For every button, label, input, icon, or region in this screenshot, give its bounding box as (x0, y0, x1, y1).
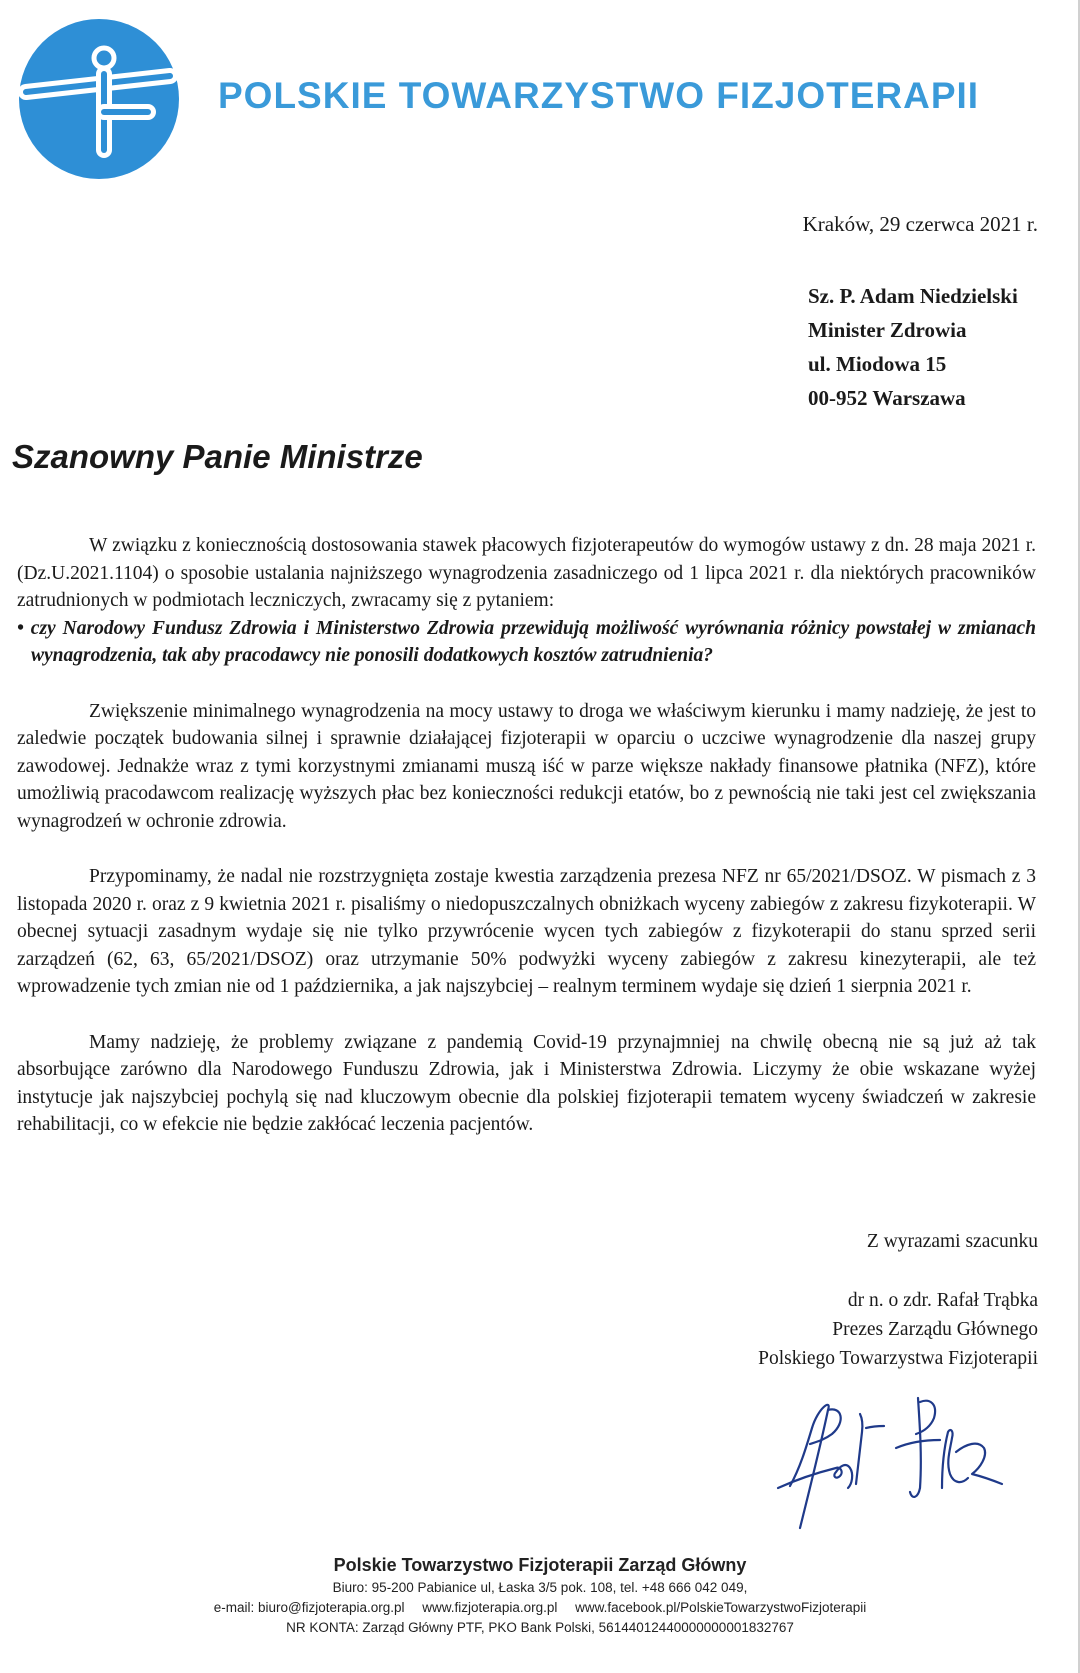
closing-phrase: Z wyrazami szacunku (866, 1231, 1038, 1252)
recipient-line: Minister Zdrowia (808, 318, 967, 342)
ptf-logo-icon (18, 18, 180, 180)
place-and-date: Kraków, 29 czerwca 2021 r. (802, 212, 1038, 236)
letter-body (17, 532, 1036, 1167)
body-paragraph: Mamy nadzieję, że problemy związane z pandemią Covid-19 przynajmniej na chwilę obecną nie są już aż tak absorbujące zarówno dla Narodowego Funduszu Zdrowia, jak i Ministerstwa Zdrowia. Liczymy że obie wskazane wyżej instytucje jak najszybciej pochylą się nad kluczowym obecnie dla polskiej fizjoterapii tematem wyceny świadczeń w zakresie rehabilitacji, co w efekcie nie będzie zakłócać leczenia pacjentów. (17, 1031, 1036, 1135)
letter-footer (0, 1552, 1080, 1638)
footer-facebook-link[interactable]: www.facebook.pl/PolskieTowarzystwoFizjoterapii (575, 1600, 867, 1615)
signer-name: dr n. o zdr. Rafał Trąbka (847, 1290, 1038, 1311)
body-paragraph: W związku z koniecznością dostosowania stawek płacowych fizjoterapeutów do wymogów ustawy z dn. 28 maja 2021 r. (Dz.U.2021.1104) o sposobie ustalania najniższego wynagrodzenia zasadniczego od 1 lipca 2021 r. dla niektórych pracowników zatrudnionych w podmiotach leczniczych, zwracamy się z pytaniem: (17, 535, 1036, 611)
signer-block (758, 1286, 1038, 1373)
footer-contacts (0, 1598, 1080, 1618)
salutation: Szanowny Panie Ministrze (12, 438, 423, 475)
footer-title: Polskie Towarzystwo Fizjoterapii Zarząd Główny (333, 1555, 747, 1575)
question-bullet: • czy Narodowy Fundusz Zdrowia i Ministerstwo Zdrowia przewidują możliwość wyrównania różnicy powstałej w zmianach wynagrodzenia, tak aby pracodawcy nie ponosili dodatkowych kosztów zatrudnienia? (17, 617, 1036, 666)
footer-bank-account: NR KONTA: Zarząd Główny PTF, PKO Bank Polski, 56144012440000000001832767 (286, 1620, 794, 1635)
signer-organization: Polskiego Towarzystwa Fizjoterapii (758, 1348, 1038, 1369)
footer-website-link[interactable]: www.fizjoterapia.org.pl (422, 1600, 558, 1615)
footer-address: Biuro: 95-200 Pabianice ul, Łaska 3/5 pok. 108, tel. +48 666 042 049, (332, 1580, 748, 1595)
recipient-line: 00-952 Warszawa (808, 386, 966, 410)
recipient-line: ul. Miodowa 15 (808, 352, 947, 376)
recipient-line: Sz. P. Adam Niedzielski (808, 284, 1018, 308)
footer-email-link[interactable]: e-mail: biuro@fizjoterapia.org.pl (213, 1600, 405, 1615)
handwritten-signature-icon (770, 1388, 1010, 1538)
body-paragraph: Przypominamy, że nadal nie rozstrzygnięta zostaje kwestia zarządzenia prezesa NFZ nr 65/2021/DSOZ. W pismach z 3 listopada 2020 r. oraz z 9 kwietnia 2021 r. pisaliśmy o niedopuszczalnych obniżkach wyceny zabiegów z zakresu fizykoterapii. W obecnej sytuacji zasadnym wydaje się nie tylko przywrócenie wycen tych zabiegów z fizykoterapii do stanu sprzed serii zarządzeń (62, 63, 65/2021/DSOZ) oraz utrzymanie 50% podwyżki wyceny zabiegów z zakresu kinezyterapii, ale też wprowadzenie tych zmian nie od 1 października, a jak najszybciej – realnym terminem wydaje się dzień 1 sierpnia 2021 r. (17, 866, 1036, 997)
signer-role: Prezes Zarządu Głównego (832, 1319, 1038, 1340)
organization-name: POLSKIE TOWARZYSTWO FIZJOTERAPII (218, 75, 980, 116)
body-paragraph: Zwiększenie minimalnego wynagrodzenia na mocy ustawy to droga we właściwym kierunku i mamy nadzieję, że jest to zaledwie początek budowania silnej i sprawnie działającej fizjoterapii w oparciu o uczciwe wynagrodzenie dla naszej grupy zawodowej. Jednakże wraz z tymi korzystnymi zmianami muszą iść w parze większe nakłady finansowe płatnika (NFZ), które umożliwią pracodawcom realizację wyższych płac bez konieczności redukcji etatów, bo z pewnością nie taki jest cel zwiększania wynagrodzeń w ochronie zdrowia. (17, 700, 1036, 832)
recipient-address (808, 279, 1018, 415)
